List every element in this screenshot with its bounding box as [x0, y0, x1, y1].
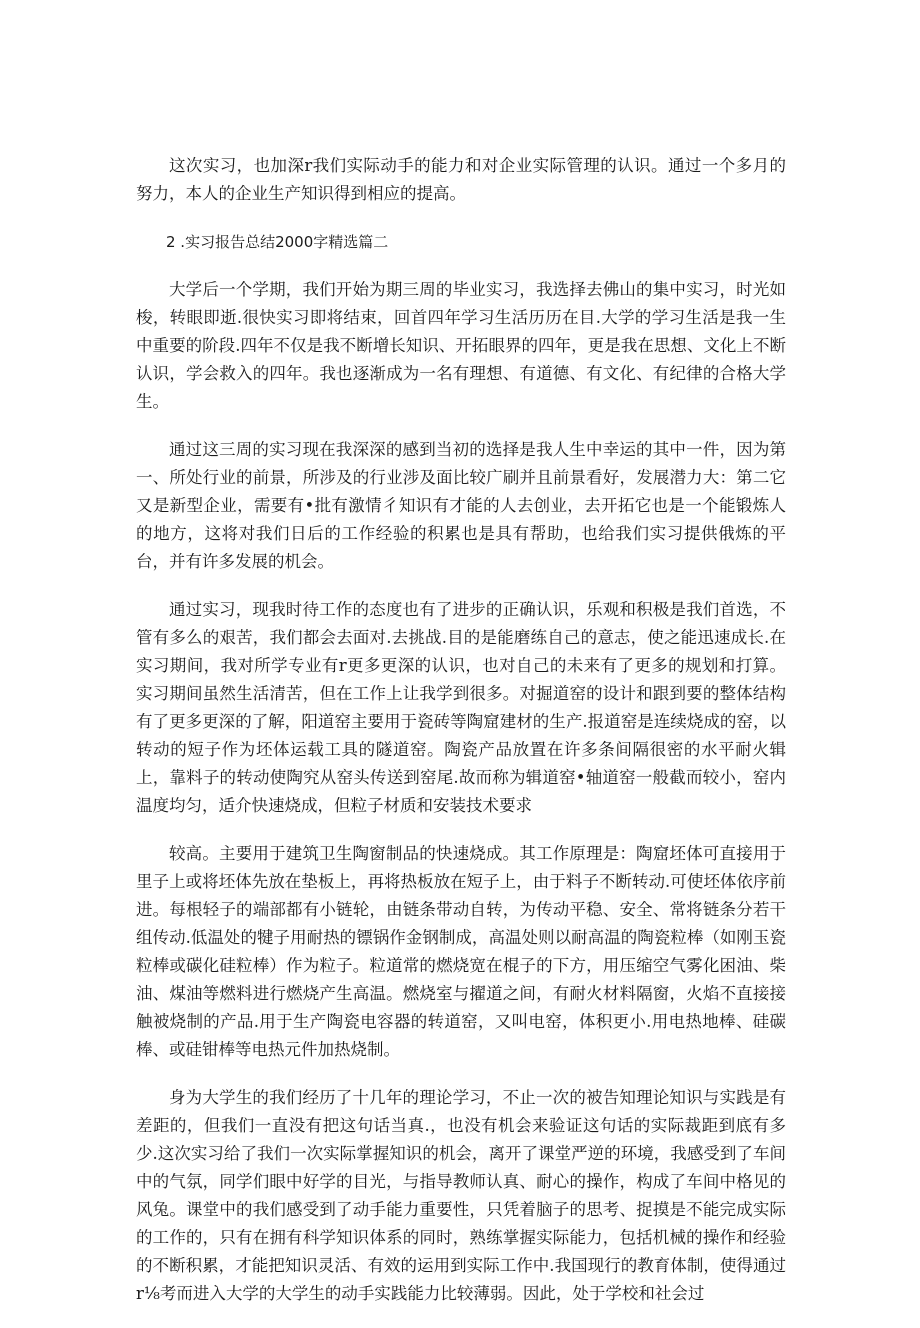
paragraph-3: 通过这三周的实习现在我深深的感到当初的选择是我人生中幸运的其中一件，因为第一、所处行业的前景，所涉及的行业涉及面比较广刷并且前景看好，发展潜力大：第二它又是新型企业，需要有•批有激情彳知识有才能的人去创业，去开拓它也是一个能锻炼人的地方，这将对我们日后的工作经验的积累也是具有帮助，也给我们实习提供俄炼的平台，并有许多发展的机会。	[136, 440, 786, 571]
paragraph-4: 通过实习，现我时待工作的态度也有了进步的正确认识，乐观和积极是我们首选，不管有多么的艰苦，我们都会去面对.去挑战.目的是能磨练自己的意志，使之能迅速成长.在实习期间，我对所学专业有r更多更深的认识，也对自己的未来有了更多的规划和打算。实习期间虽然生活清苦，但在工作上让我学到很多。对掘道窑的设计和跟到要的整体结构有了更多更深的了解，阳道窑主要用于瓷砖等陶窟建材的生产.报道窑是连续烧成的窑，以转动的短子作为坯体运载工具的隧道窑。陶瓷产品放置在许多条间隔很密的水平耐火辑上，靠料子的转动使陶究从窑头传送到窑尾.故而称为辑道窑•轴道窑一般截而较小，窑内温度均匀，适介快速烧成，但粒子材质和安装技术要求	[136, 600, 786, 815]
paragraph-6: 身为大学生的我们经历了十几年的理论学习，不止一次的被告知理论知识与实践是有差距的，但我们一直没有把这句话当真.，也没有机会来验证这句话的实际裁距到底有多少.这次实习给了我们一次实际掌握知识的机会，离开了课堂严逆的环境，我感受到了车间中的气氛，同学们眼中好学的目光，与指导教师认真、耐心的操作，构成了车间中格见的风兔。课堂中的我们感受到了动手能力重要性，只凭着脑子的思考、捉摸是不能完成实际的工作的，只有在拥有科学知识体系的同时，熟练掌握实际能力，包括机械的操作和经验的不断积累，才能把知识灵活、有效的运用到实际工作中.我国现行的教育体制，使得通过r⅛考而进入大学的大学生的动手实践能力比较薄弱。因此，处于学校和社会过	[136, 1088, 786, 1303]
paragraph-2: 大学后一个学期，我们开始为期三周的毕业实习，我选择去佛山的集中实习，时光如梭，转眼即逝.很快实习即将结束，回首四年学习生活历历在目.大学的学习生活是我一生中重要的阶段.四年不仅是我不断增长知识、开拓眼界的四年，更是我在思想、文化上不断认识，学会救入的四年。我也逐渐成为一名有理想、有道德、有文化、有纪律的合格大学生。	[136, 280, 786, 411]
section-heading: 2 .实习报告总结2000字精选篇二	[166, 233, 389, 251]
document-body	[136, 152, 786, 1328]
paragraph-5: 较高。主要用于建筑卫生陶窗制品的快速烧成。其工作原理是：陶窟坯体可直接用于里子上或将坯体先放在垫板上，再将热板放在短子上，由于料子不断转动.可使坯体依序前进。每根轻子的端部都有小链轮，由链条带动自转，为传动平稳、安全、常将链条分若干组传动.低温处的犍子用耐热的镖锅作金钢制成，高温处则以耐高温的陶瓷粒棒（如刚玉瓷粒棒或碳化硅粒棒）作为粒子。粒道常的燃烧宽在棍子的下方，用压缩空气雾化困油、柴油、煤油等燃料进行燃烧产生高温。燃烧室与擢道之间，有耐火材料隔窗，火焰不直接接触被烧制的产品.用于生产陶瓷电容器的转道窑，又叫电窑，体积更小.用电热地棒、硅碳棒、或硅钳棒等电热元件加热烧制。	[136, 844, 786, 1059]
paragraph-1: 这次实习，也加深r我们实际动手的能力和对企业实际管理的认识。通过一个多月的努力，本人的企业生产知识得到相应的提高。	[136, 156, 786, 203]
